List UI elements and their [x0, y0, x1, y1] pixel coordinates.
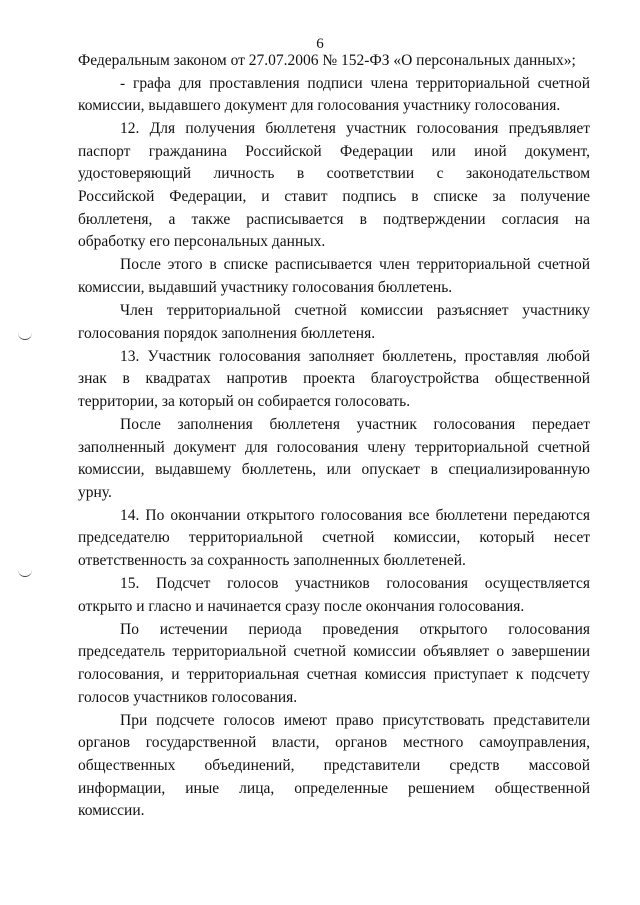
- text-line: После заполнения бюллетеня участник голосования передает: [120, 416, 590, 433]
- text-line: информации, иные лица, определенные решением общественной: [78, 779, 590, 797]
- paragraph: [78, 346, 590, 414]
- text-line: 13. Участник голосования заполняет бюллетень, проставляя любой: [120, 347, 590, 365]
- text-line: Российской Федерации, и ставит подпись в списке за получение: [78, 188, 590, 206]
- paragraph: [78, 73, 590, 118]
- page-number: 6: [316, 36, 324, 52]
- text-line: После этого в списке расписывается член территориальной счетной: [120, 256, 590, 274]
- text-line: председателю территориальной счетной комиссии, который несет: [78, 529, 590, 547]
- text-line: знак в квадратах напротив проекта благоустройства общественной: [78, 370, 590, 388]
- margin-mark: [18, 333, 32, 340]
- text-line: органов государственной власти, органов местного самоуправления,: [78, 734, 590, 752]
- text-line: При подсчете голосов имеют право присутствовать представители: [120, 711, 590, 729]
- text-line: 14. По окончании открытого голосования все бюллетени передаются: [120, 506, 590, 524]
- text-line: заполненный документ для голосования члену территориальной счетной: [78, 438, 590, 456]
- paragraph: [78, 254, 590, 299]
- text-line: урну.: [78, 483, 112, 501]
- text-line: ответственность за сохранность заполненных бюллетеней.: [78, 552, 466, 570]
- text-line: общественных объединений, представители средств массовой: [78, 756, 590, 774]
- paragraph: [78, 414, 590, 504]
- text-line: бюллетеня, а также расписывается в подтверждении согласия на: [78, 210, 590, 228]
- text-line: комиссии, выдавшему бюллетень, или опускает в специализированную: [78, 461, 590, 479]
- margin-mark: [18, 570, 32, 577]
- text-line: Федеральным законом от 27.07.2006 № 152-ФЗ «О персональных данных»;: [78, 52, 576, 69]
- text-line: 15. Подсчет голосов участников голосования осуществляется: [120, 575, 590, 593]
- paragraph: [78, 619, 590, 709]
- paragraph: [78, 505, 590, 573]
- text-line: - графа для проставления подписи члена территориальной счетной: [120, 74, 590, 92]
- text-line: председатель территориальной счетной комиссии объявляет о завершении: [78, 643, 590, 661]
- text-line: голосов участников голосования.: [78, 688, 298, 706]
- text-line: голосования, и территориальная счетная комиссия приступает к подсчету: [78, 666, 590, 684]
- text-line: 12. Для получения бюллетеня участник голосования предъявляет: [120, 120, 590, 138]
- paragraph: [78, 300, 590, 345]
- paragraph: [78, 50, 590, 73]
- text-line: комиссии.: [78, 802, 145, 820]
- text-line: паспорт гражданина Российской Федерации или иной документ,: [78, 142, 590, 160]
- text-line: комиссии, выдавший участнику голосования бюллетень.: [78, 278, 453, 296]
- text-line: По истечении периода проведения открытого голосования: [120, 620, 590, 638]
- text-line: голосования порядок заполнения бюллетеня.: [78, 324, 376, 342]
- text-line: комиссии, выдавшего документ для голосования участнику голосования.: [78, 97, 561, 115]
- text-line: открыто и гласно и начинается сразу после окончания голосования.: [78, 597, 525, 615]
- paragraph: [78, 710, 590, 823]
- paragraph: [78, 118, 590, 254]
- document-body: [78, 50, 590, 823]
- text-line: удостоверяющий личность в соответствии с законодательством: [78, 165, 590, 183]
- paragraph: [78, 573, 590, 618]
- text-line: Член территориальной счетной комиссии разъясняет участнику: [120, 302, 590, 320]
- text-line: территории, за который он собирается голосовать.: [78, 392, 411, 410]
- text-line: обработку его персональных данных.: [78, 233, 326, 251]
